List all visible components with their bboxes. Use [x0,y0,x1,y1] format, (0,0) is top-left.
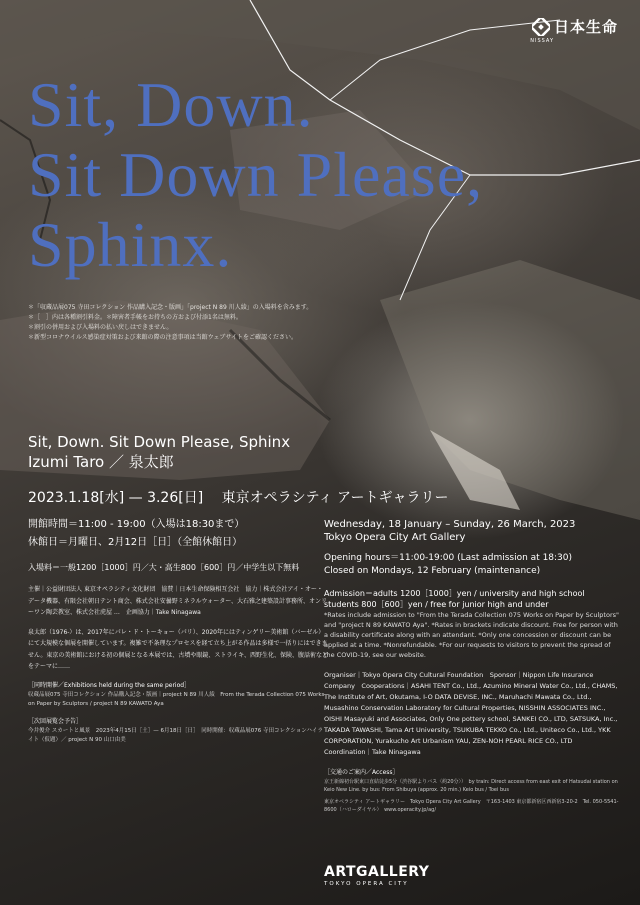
english-info-column [324,518,620,814]
sponsor-sub: NISSAY [530,38,554,44]
venue-name: 東京オペラシティ アートギャラリー [221,490,449,506]
access-title: ［交通のご案内／Access］ [324,769,399,776]
admission-notes [28,303,328,343]
note-line: ＊割引の併用および入場料の払い戻しはできません。 [28,324,173,331]
art-gallery-logo-sub: TOKYO OPERA CITY [324,881,409,887]
next-exhibition-body: 今井俊介 スカートと風景 2023年4月15日［土］— 6月18日［日］ 同時開催：収蔵品展076 寺田コレクションハイライト（仮題）／ project N 90 山口由美 [28,727,323,743]
exhibition-title [28,70,483,280]
subtitle-en: Sit, Down. Sit Down Please, Sphinx [28,433,291,451]
credits-jp: 主催｜公益財団法人 東京オペラシティ文化財団 協賛｜日本生命保険相互会社 協力｜株式会社アイ・オー・データ機器、有限会社朝日テント商会、株式会社安曇野ミネラルウォーター、大石雅之建築設計事務所、オンリーワン陶芸教室、株式会社虎屋 … 企画協力｜Take Ninagawa [28,586,328,616]
admission-jp: 入場料＝一般1200［1000］円／大・高生800［600］円／中学生以下無料 [28,563,300,572]
closed-days-en: Closed on Mondays, 12 February (maintenance) [324,566,541,576]
subtitle-block [28,432,290,472]
date-en: Wednesday, 18 January – Sunday, 26 March, 2023 [324,519,576,530]
sponsor-logo [532,16,618,37]
closed-days-jp: 休館日＝月曜日、2月12日［日］（全館休館日） [28,537,243,548]
japanese-info-column [28,516,328,745]
concurrent-exhibitions-body: 収蔵品展075 寺田コレクション 作品購入記念・版画｜project N 89 川人綾 From the Terada Collection 075 Works on Paper by Sculptors / project N 89 KAWATO Aya [28,691,325,707]
title-line-2: Sit Down Please, [28,139,484,210]
title-line-3: Sphinx. [28,209,233,280]
note-line: ＊［ ］内は各種割引料金。＊障害者手帳をお持ちの方および付添1名は無料。 [28,314,242,321]
credits-en: Organiser｜Tokyo Opera City Cultural Foundation Sponsor｜Nippon Life Insurance Company Cooperations｜ASAHI TENT Co., Ltd., Azumino Mineral Water Co., Ltd., CHAMS, The Institute of Art, Okutama, I-O DATA DEVISE, INC., Maruhachi Mawata Co., Ltd., Musashino Conservation Laboratory for Cultural Properties, NISSHIN ASSOCIATES INC., OISHI Masayuki and Associates, Only One pottery school, SANKEI CO., LTD, SATSUKA, Inc., TAKADA TAWASHI, Tama Art University, TSUKUBA TEKKO Co., Ltd., Uniteco Co., Ltd., YKK CORPORATION, Yurakucho Art Urbanism YAU, ZEN-NOH PEARL RICE CO., LTD Coordination｜Take Ninagawa [324,671,618,756]
artist-name: Izumi Taro ／ 泉太郎 [28,453,174,471]
opening-hours-jp: 開館時間＝11:00 - 19:00（入場は18:30まで） [28,519,245,530]
art-gallery-logo [324,864,429,887]
note-line: ＊新型コロナウイルス感染症対策および来館の際の注意事項は当館ウェブサイトをご確認ください。 [28,334,297,341]
art-gallery-logo-main: ARTGALLERY [324,864,430,880]
opening-hours-en: Opening hours＝11:00-19:00 (Last admission at 18:30) [324,553,573,563]
note-line: ＊「収蔵品展075 寺田コレクション 作品購入記念・版画」「project N 89 川人綾」の入場料を含みます。 [28,304,313,311]
title-line-1: Sit, Down. [28,69,314,140]
next-exhibition-title: ［次回展覧会予告］ [28,717,83,725]
date-range: 2023.1.18[水] — 3.26[日] [28,490,204,506]
gallery-address: 東京オペラシティ アートギャラリー Tokyo Opera City Art Gallery 〒163-1403 東京都新宿区西新宿3-20-2 Tel. 050-5541-8600（ハローダイヤル） www.operacity.jp/ag/ [324,799,619,813]
exhibition-dates [28,487,449,507]
venue-en: Tokyo Opera City Art Gallery [324,532,466,543]
artist-bio-jp: 泉太郎（1976-）は、2017年にパレ・ド・トーキョー（パリ）、2020年にはティンゲリー美術館（バーゼル）にて大規模な個展を開催しています。複雑で不条理なプロセスを経て立ち上がる作品は多様で一括りにはできません。東京の美術館における初の個展となる本展では、古墳や眼鏡、ストライキ、西野生化、保険、腹話術などをテーマに…… [28,628,328,670]
admission-notes-en: *Rates include admission to "From the Terada Collection 075 Works on Paper by Sculptors" and "project N 89 KAWATO Aya". *Rates in brackets indicate discount. Free for person with a disability certificate along with an attendant. *Only one concession or discount can be applied at a time. *Nonrefundable. *For our requests to visitors to prevent the spread of the COVID-19, see our website. [324,611,619,659]
concurrent-exhibitions-title: ［同時開催／Exhibitions held during the same period］ [28,681,191,689]
sponsor-name: 日本生命 [553,18,618,36]
admission-en: Admission＝adults 1200［1000］yen / university and high school students 800［600］yen / free for junior high and under [324,589,585,609]
nissay-logo-icon [532,18,550,36]
access-body: 京王新線初台駅東口直結徒歩5分（渋谷駅よりバス〈約20分〉） by train: Direct access from east exit of Hatsudai station on Keio New Line. by bus: From Shibuya (approx. 20 min.) Keio bus / Toei bus [324,779,618,793]
